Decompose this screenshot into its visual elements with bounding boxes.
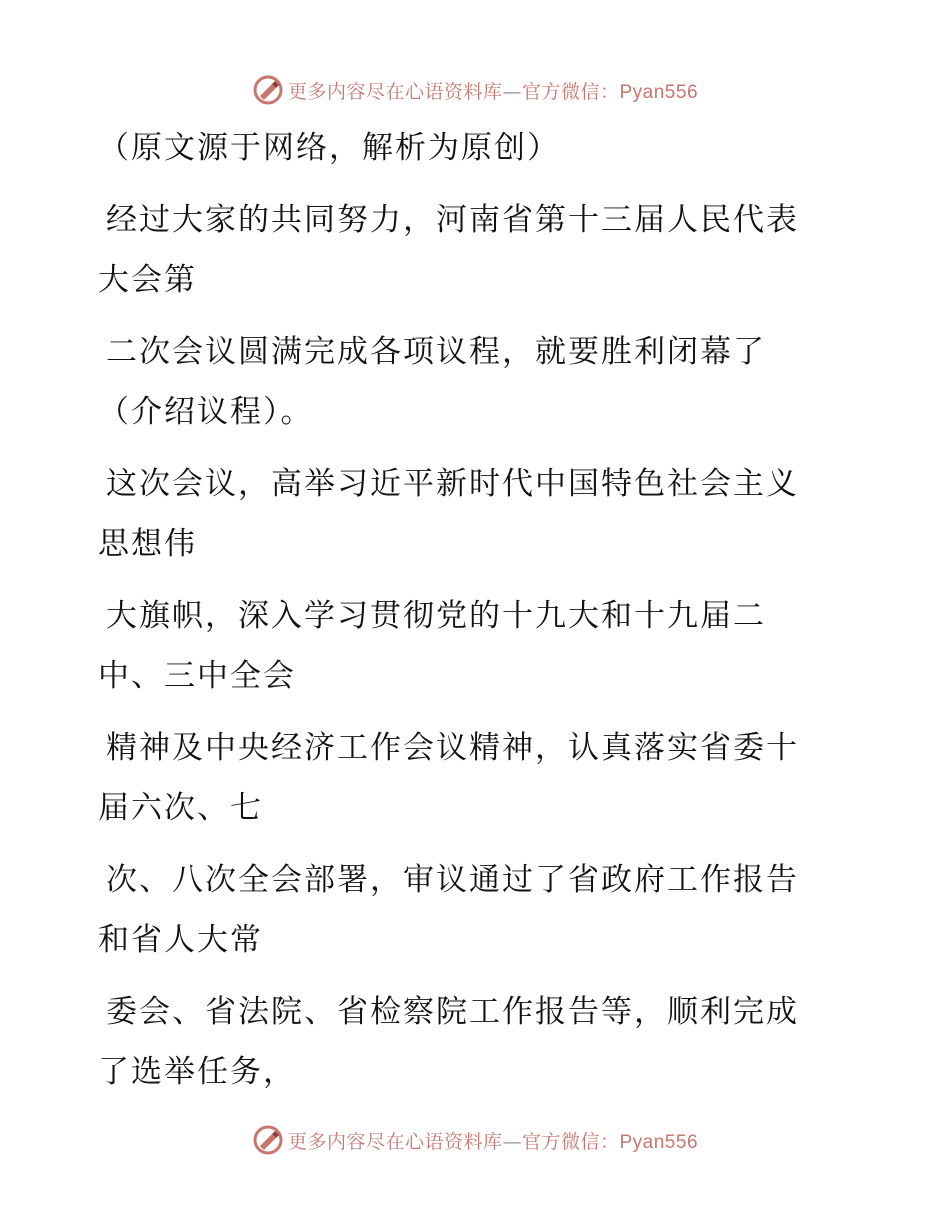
- text-line: 思想伟: [98, 526, 197, 562]
- paragraph: [98, 454, 838, 574]
- paragraph: [98, 586, 838, 706]
- watermark-text: 更多内容尽在心语资料库—官方微信：Pyan556: [287, 80, 699, 103]
- paragraph: [98, 850, 838, 970]
- paragraph: [98, 118, 838, 178]
- paragraph: [98, 322, 838, 442]
- document-body: [98, 118, 838, 1114]
- text-line: 这次会议，高举习近平新时代中国特色社会主义: [106, 466, 799, 502]
- paragraph: [98, 718, 838, 838]
- text-line: 次、八次全会部署，审议通过了省政府工作报告: [106, 862, 799, 898]
- text-line: 了选举任务，: [98, 1054, 296, 1090]
- paragraph: [98, 982, 838, 1102]
- pen-logo-icon: [252, 74, 284, 106]
- watermark-header: [0, 72, 950, 108]
- paragraph: [98, 190, 838, 310]
- watermark-text: 更多内容尽在心语资料库—官方微信：Pyan556: [287, 1130, 699, 1153]
- text-line: （介绍议程）。: [98, 394, 314, 430]
- pen-logo-icon: [252, 1124, 284, 1156]
- text-line: 和省人大常: [98, 922, 263, 958]
- watermark-footer: [0, 1122, 950, 1158]
- text-line: 大会第: [98, 262, 197, 298]
- text-line: 大旗帜，深入学习贯彻党的十九大和十九届二: [106, 598, 766, 634]
- text-line: 委会、省法院、省检察院工作报告等，顺利完成: [106, 994, 799, 1030]
- text-line: 届六次、七: [98, 790, 263, 826]
- text-line: 二次会议圆满完成各项议程，就要胜利闭幕了: [106, 334, 766, 370]
- text-line: 中、三中全会: [98, 658, 296, 694]
- text-line: 精神及中央经济工作会议精神，认真落实省委十: [106, 730, 799, 766]
- text-line: （原文源于网络，解析为原创）: [98, 130, 560, 166]
- text-line: 经过大家的共同努力，河南省第十三届人民代表: [106, 202, 799, 238]
